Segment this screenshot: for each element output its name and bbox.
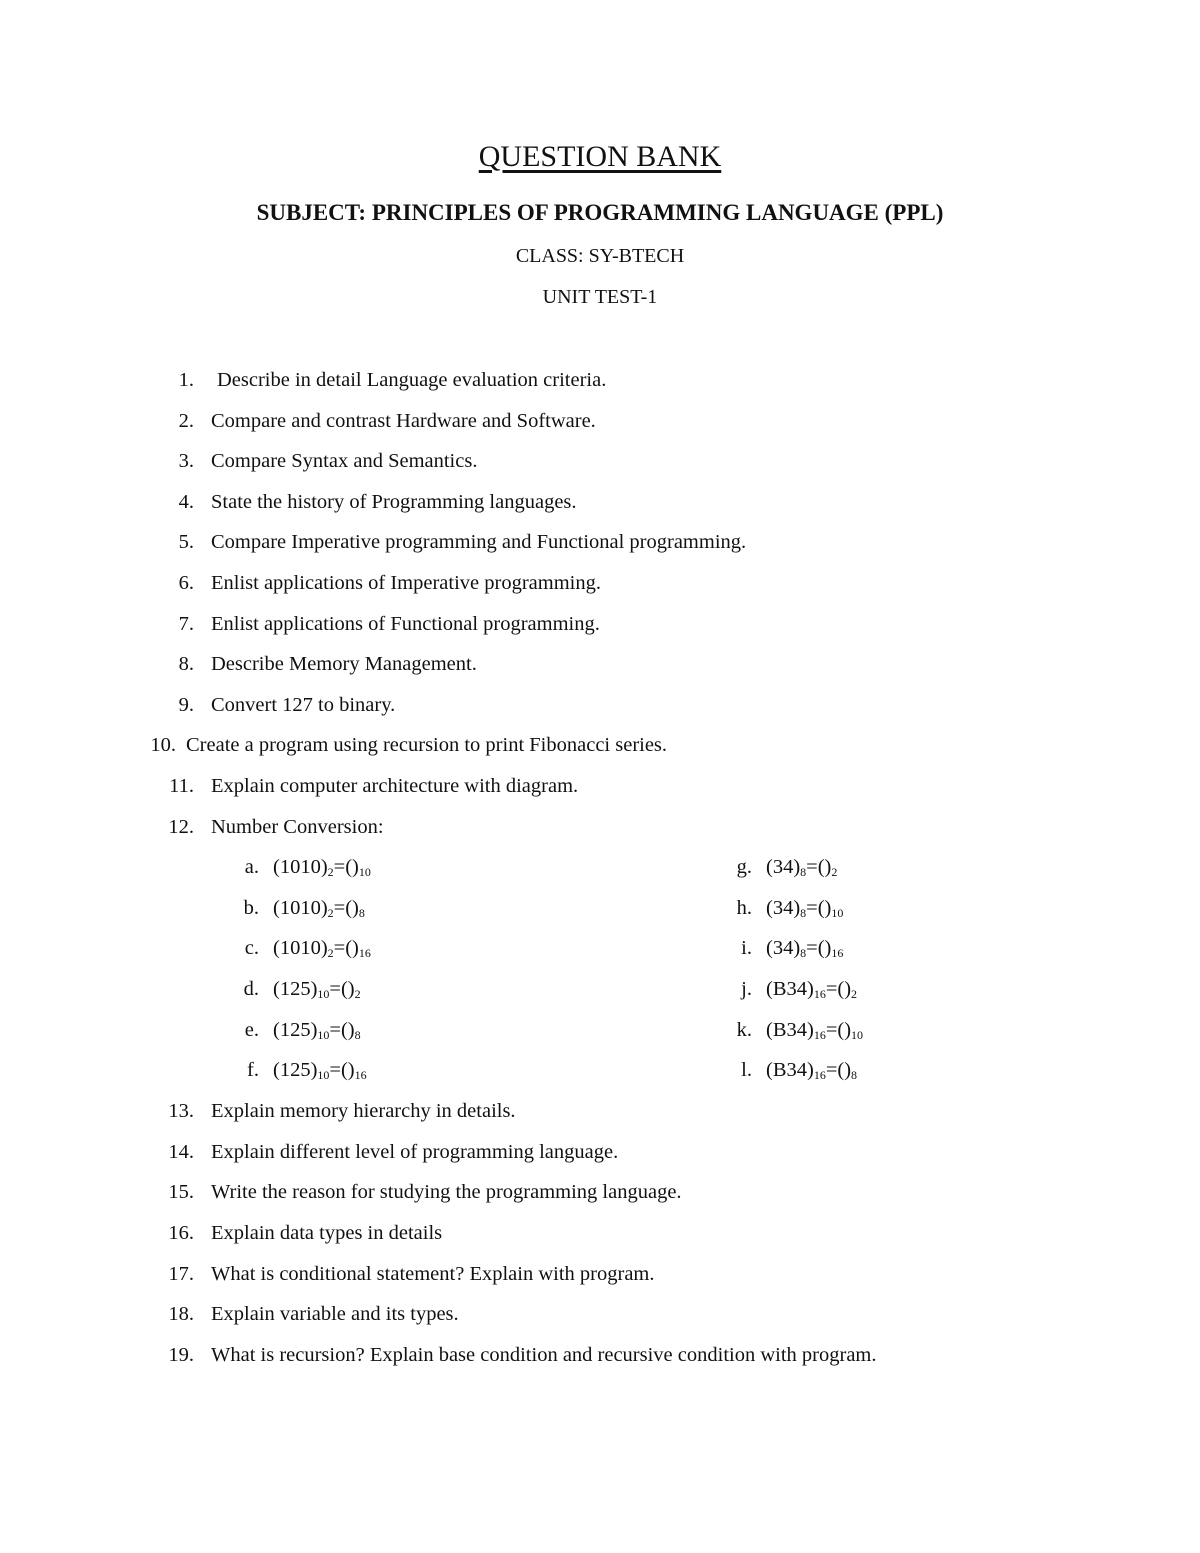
conversion-expression: $(1010)_2=()_{10}$ (273, 856, 371, 880)
conversion-letter: g. (736, 856, 752, 879)
conversion-expression: $(1010)_2=()_8$ (273, 896, 365, 920)
question-number: 18. (168, 1303, 194, 1326)
conversion-sublist (0, 852, 1200, 1096)
conversion-expression: $(125)_{10}=()_{16}$ (273, 1059, 367, 1083)
question-item (0, 812, 1200, 853)
question-number: 16. (168, 1221, 194, 1244)
question-number: 14. (168, 1140, 194, 1163)
question-item (0, 1299, 1200, 1340)
conversion-letter: h. (736, 896, 752, 919)
question-text: Compare and contrast Hardware and Software. (211, 409, 596, 432)
question-item (0, 771, 1200, 812)
conversion-expression: $(34)_8=()_2$ (766, 856, 838, 880)
conversion-expression: $(B34)_{16}=()_2$ (766, 977, 858, 1001)
question-number: 19. (168, 1343, 194, 1366)
conversion-expression: $(125)_{10}=()_2$ (273, 977, 361, 1001)
conversion-expression: $(1010)_2=()_{16}$ (273, 937, 371, 961)
page-title: QUESTION BANK (478, 140, 722, 173)
question-number: 10. (150, 734, 176, 757)
conversion-letter: j. (741, 977, 752, 1000)
question-list (0, 365, 1200, 1380)
question-text: Write the reason for studying the programming language. (211, 1181, 682, 1204)
question-item (0, 690, 1200, 731)
question-text: Explain memory hierarchy in details. (211, 1100, 516, 1123)
question-number: 5. (178, 531, 194, 554)
question-text: Describe Memory Management. (211, 653, 477, 676)
question-number: 4. (178, 490, 194, 513)
conversion-expression: $(34)_8=()_{10}$ (766, 896, 844, 920)
question-number: 3. (178, 450, 194, 473)
question-number: 13. (168, 1100, 194, 1123)
question-item (0, 1259, 1200, 1300)
question-number: 8. (178, 653, 194, 676)
question-item (0, 446, 1200, 487)
question-item (0, 649, 1200, 690)
question-text: Explain different level of programming language. (211, 1140, 619, 1163)
question-text: Enlist applications of Functional programming. (211, 612, 600, 635)
conversion-expression: $(B34)_{16}=()_{10}$ (766, 1018, 864, 1042)
conversion-letter: l. (741, 1059, 752, 1082)
question-item (0, 609, 1200, 650)
question-text: Describe in detail Language evaluation criteria. (217, 369, 607, 391)
conversion-letter: b. (243, 896, 259, 919)
question-text: Compare Imperative programming and Functional programming. (211, 531, 747, 554)
question-item (0, 730, 1200, 771)
conversion-letter: k. (736, 1018, 752, 1041)
question-number: 1. (178, 369, 194, 391)
question-text: Convert 127 to binary. (211, 693, 396, 716)
question-item (0, 568, 1200, 609)
conversion-letter: a. (244, 856, 259, 879)
question-number: 17. (168, 1262, 194, 1285)
question-number: 6. (178, 571, 194, 594)
question-number: 11. (169, 774, 194, 797)
conversion-expression: $(34)_8=()_{16}$ (766, 937, 844, 961)
question-text: Create a program using recursion to print Fibonacci series. (186, 734, 668, 757)
question-text: Number Conversion: (211, 815, 384, 838)
question-text: Explain data types in details (211, 1221, 443, 1244)
question-number: 12. (168, 815, 194, 838)
question-number: 2. (178, 409, 194, 432)
question-text: Enlist applications of Imperative programming. (211, 571, 601, 594)
question-text: Explain variable and its types. (211, 1303, 459, 1326)
question-item (0, 527, 1200, 568)
class-heading: CLASS: SY-BTECH (515, 245, 685, 267)
question-item (0, 1096, 1200, 1137)
conversion-letter: f. (247, 1059, 259, 1082)
conversion-letter: d. (243, 977, 259, 1000)
question-number: 15. (168, 1181, 194, 1204)
question-text: Compare Syntax and Semantics. (211, 450, 478, 473)
conversion-letter: i. (741, 937, 752, 960)
question-item (0, 1218, 1200, 1259)
question-text: What is conditional statement? Explain with program. (211, 1262, 655, 1285)
question-item (0, 487, 1200, 528)
question-number: 9. (178, 693, 194, 716)
conversion-expression: $(125)_{10}=()_8$ (273, 1018, 361, 1042)
question-item (0, 1137, 1200, 1178)
question-item (0, 1177, 1200, 1218)
conversion-letter: c. (244, 937, 259, 960)
conversion-expression: $(B34)_{16}=()_8$ (766, 1059, 858, 1083)
question-item (0, 365, 1200, 406)
question-text: State the history of Programming languages. (211, 490, 577, 513)
question-text: What is recursion? Explain base condition and recursive condition with program. (211, 1343, 877, 1366)
conversion-letter: e. (244, 1018, 259, 1041)
subject-heading: SUBJECT: PRINCIPLES OF PROGRAMMING LANGUAGE (PPL) (256, 200, 944, 225)
question-text: Explain computer architecture with diagram. (211, 774, 579, 797)
question-number: 7. (178, 612, 194, 635)
question-item (0, 1340, 1200, 1381)
question-item (0, 406, 1200, 447)
unit-heading: UNIT TEST-1 (542, 286, 658, 308)
